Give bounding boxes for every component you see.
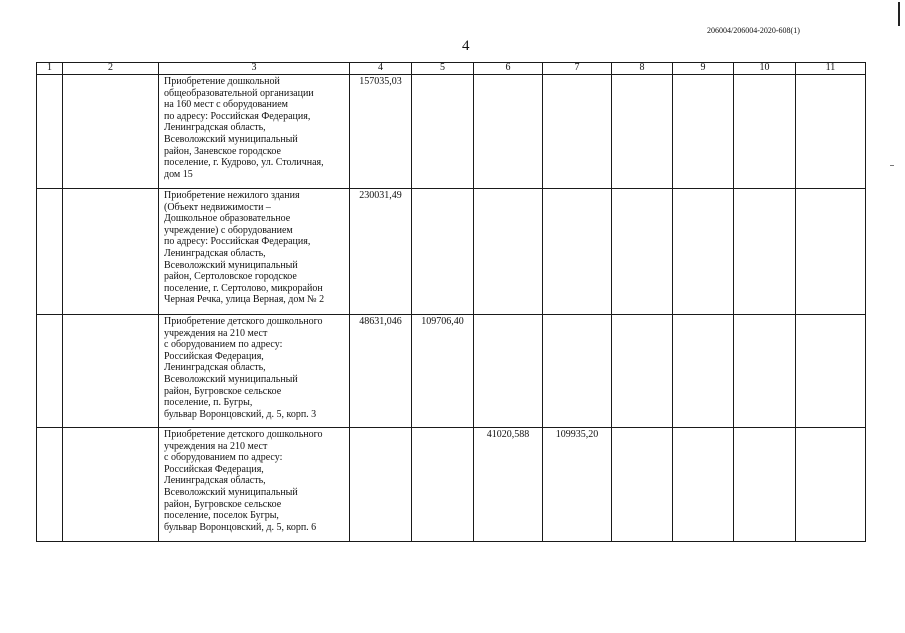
table-row — [37, 75, 866, 189]
data-table — [36, 62, 866, 542]
cell-col10 — [734, 428, 796, 542]
cell-col7 — [543, 315, 612, 428]
cell-col9 — [673, 428, 734, 542]
cell-col8 — [612, 315, 673, 428]
cell-col4: 48631,046 — [350, 315, 412, 428]
cell-col1 — [37, 75, 63, 189]
cell-col9 — [673, 315, 734, 428]
cell-description: Приобретение детского дошкольного учреждения на 210 мест с оборудованием по адресу: Российская Федерация, Ленинградская область, Всеволожский муниципальный район, Бугровское сельское поселение, п. Бугры, бульвар Воронцовский, д. 5, корп. 3 — [159, 315, 350, 428]
cell-col10 — [734, 315, 796, 428]
cell-col10 — [734, 189, 796, 315]
cell-description: Приобретение дошкольной общеобразовательной организации на 160 мест с оборудованием по адресу: Российская Федерация, Ленинградская область, Всеволожский муниципальный район, Заневское городское поселение, г. Кудрово, ул. Столичная, дом 15 — [159, 75, 350, 189]
cell-col6 — [474, 315, 543, 428]
cell-col6 — [474, 75, 543, 189]
column-header: 7 — [543, 63, 612, 75]
cell-col1 — [37, 189, 63, 315]
cell-col7: 109935,20 — [543, 428, 612, 542]
column-header: 3 — [159, 63, 350, 75]
cell-col7 — [543, 75, 612, 189]
column-header: 8 — [612, 63, 673, 75]
cell-col8 — [612, 75, 673, 189]
cell-col10 — [734, 75, 796, 189]
column-header: 5 — [412, 63, 474, 75]
column-header: 9 — [673, 63, 734, 75]
cell-col5: 109706,40 — [412, 315, 474, 428]
cell-col11 — [796, 75, 866, 189]
cell-col2 — [63, 75, 159, 189]
cell-col11 — [796, 428, 866, 542]
scan-edge-tick — [890, 165, 894, 166]
scan-edge-mark — [898, 2, 900, 26]
cell-col7 — [543, 189, 612, 315]
cell-col9 — [673, 75, 734, 189]
cell-col1 — [37, 428, 63, 542]
column-header: 2 — [63, 63, 159, 75]
cell-col5 — [412, 75, 474, 189]
table-row — [37, 315, 866, 428]
cell-col4 — [350, 428, 412, 542]
page-number: 4 — [462, 38, 470, 54]
cell-col5 — [412, 428, 474, 542]
table-row — [37, 189, 866, 315]
cell-col2 — [63, 315, 159, 428]
cell-col4: 230031,49 — [350, 189, 412, 315]
cell-col11 — [796, 315, 866, 428]
cell-description: Приобретение детского дошкольного учреждения на 210 мест с оборудованием по адресу: Российская Федерация, Ленинградская область, Всеволожский муниципальный район, Бугровское сельское поселение, поселок Бугры, бульвар Воронцовский, д. 5, корп. 6 — [159, 428, 350, 542]
cell-col8 — [612, 428, 673, 542]
table-header-row — [37, 63, 866, 75]
cell-col11 — [796, 189, 866, 315]
cell-col6: 41020,588 — [474, 428, 543, 542]
table-row — [37, 428, 866, 542]
cell-col1 — [37, 315, 63, 428]
column-header: 1 — [37, 63, 63, 75]
cell-col9 — [673, 189, 734, 315]
cell-col8 — [612, 189, 673, 315]
cell-col6 — [474, 189, 543, 315]
column-header: 4 — [350, 63, 412, 75]
cell-col5 — [412, 189, 474, 315]
document-id: 206004/206004-2020-608(1) — [707, 26, 800, 35]
cell-col4: 157035,03 — [350, 75, 412, 189]
column-header: 6 — [474, 63, 543, 75]
column-header: 11 — [796, 63, 866, 75]
cell-description: Приобретение нежилого здания (Объект недвижимости – Дошкольное образовательное учреждение) с оборудованием по адресу: Российская Федерация, Ленинградская область, Всеволожский муниципальный район, Сертоловское городское поселение, г. Сертолово, микрорайон Черная Речка, улица Верная, дом № 2 — [159, 189, 350, 315]
column-header: 10 — [734, 63, 796, 75]
cell-col2 — [63, 428, 159, 542]
cell-col2 — [63, 189, 159, 315]
